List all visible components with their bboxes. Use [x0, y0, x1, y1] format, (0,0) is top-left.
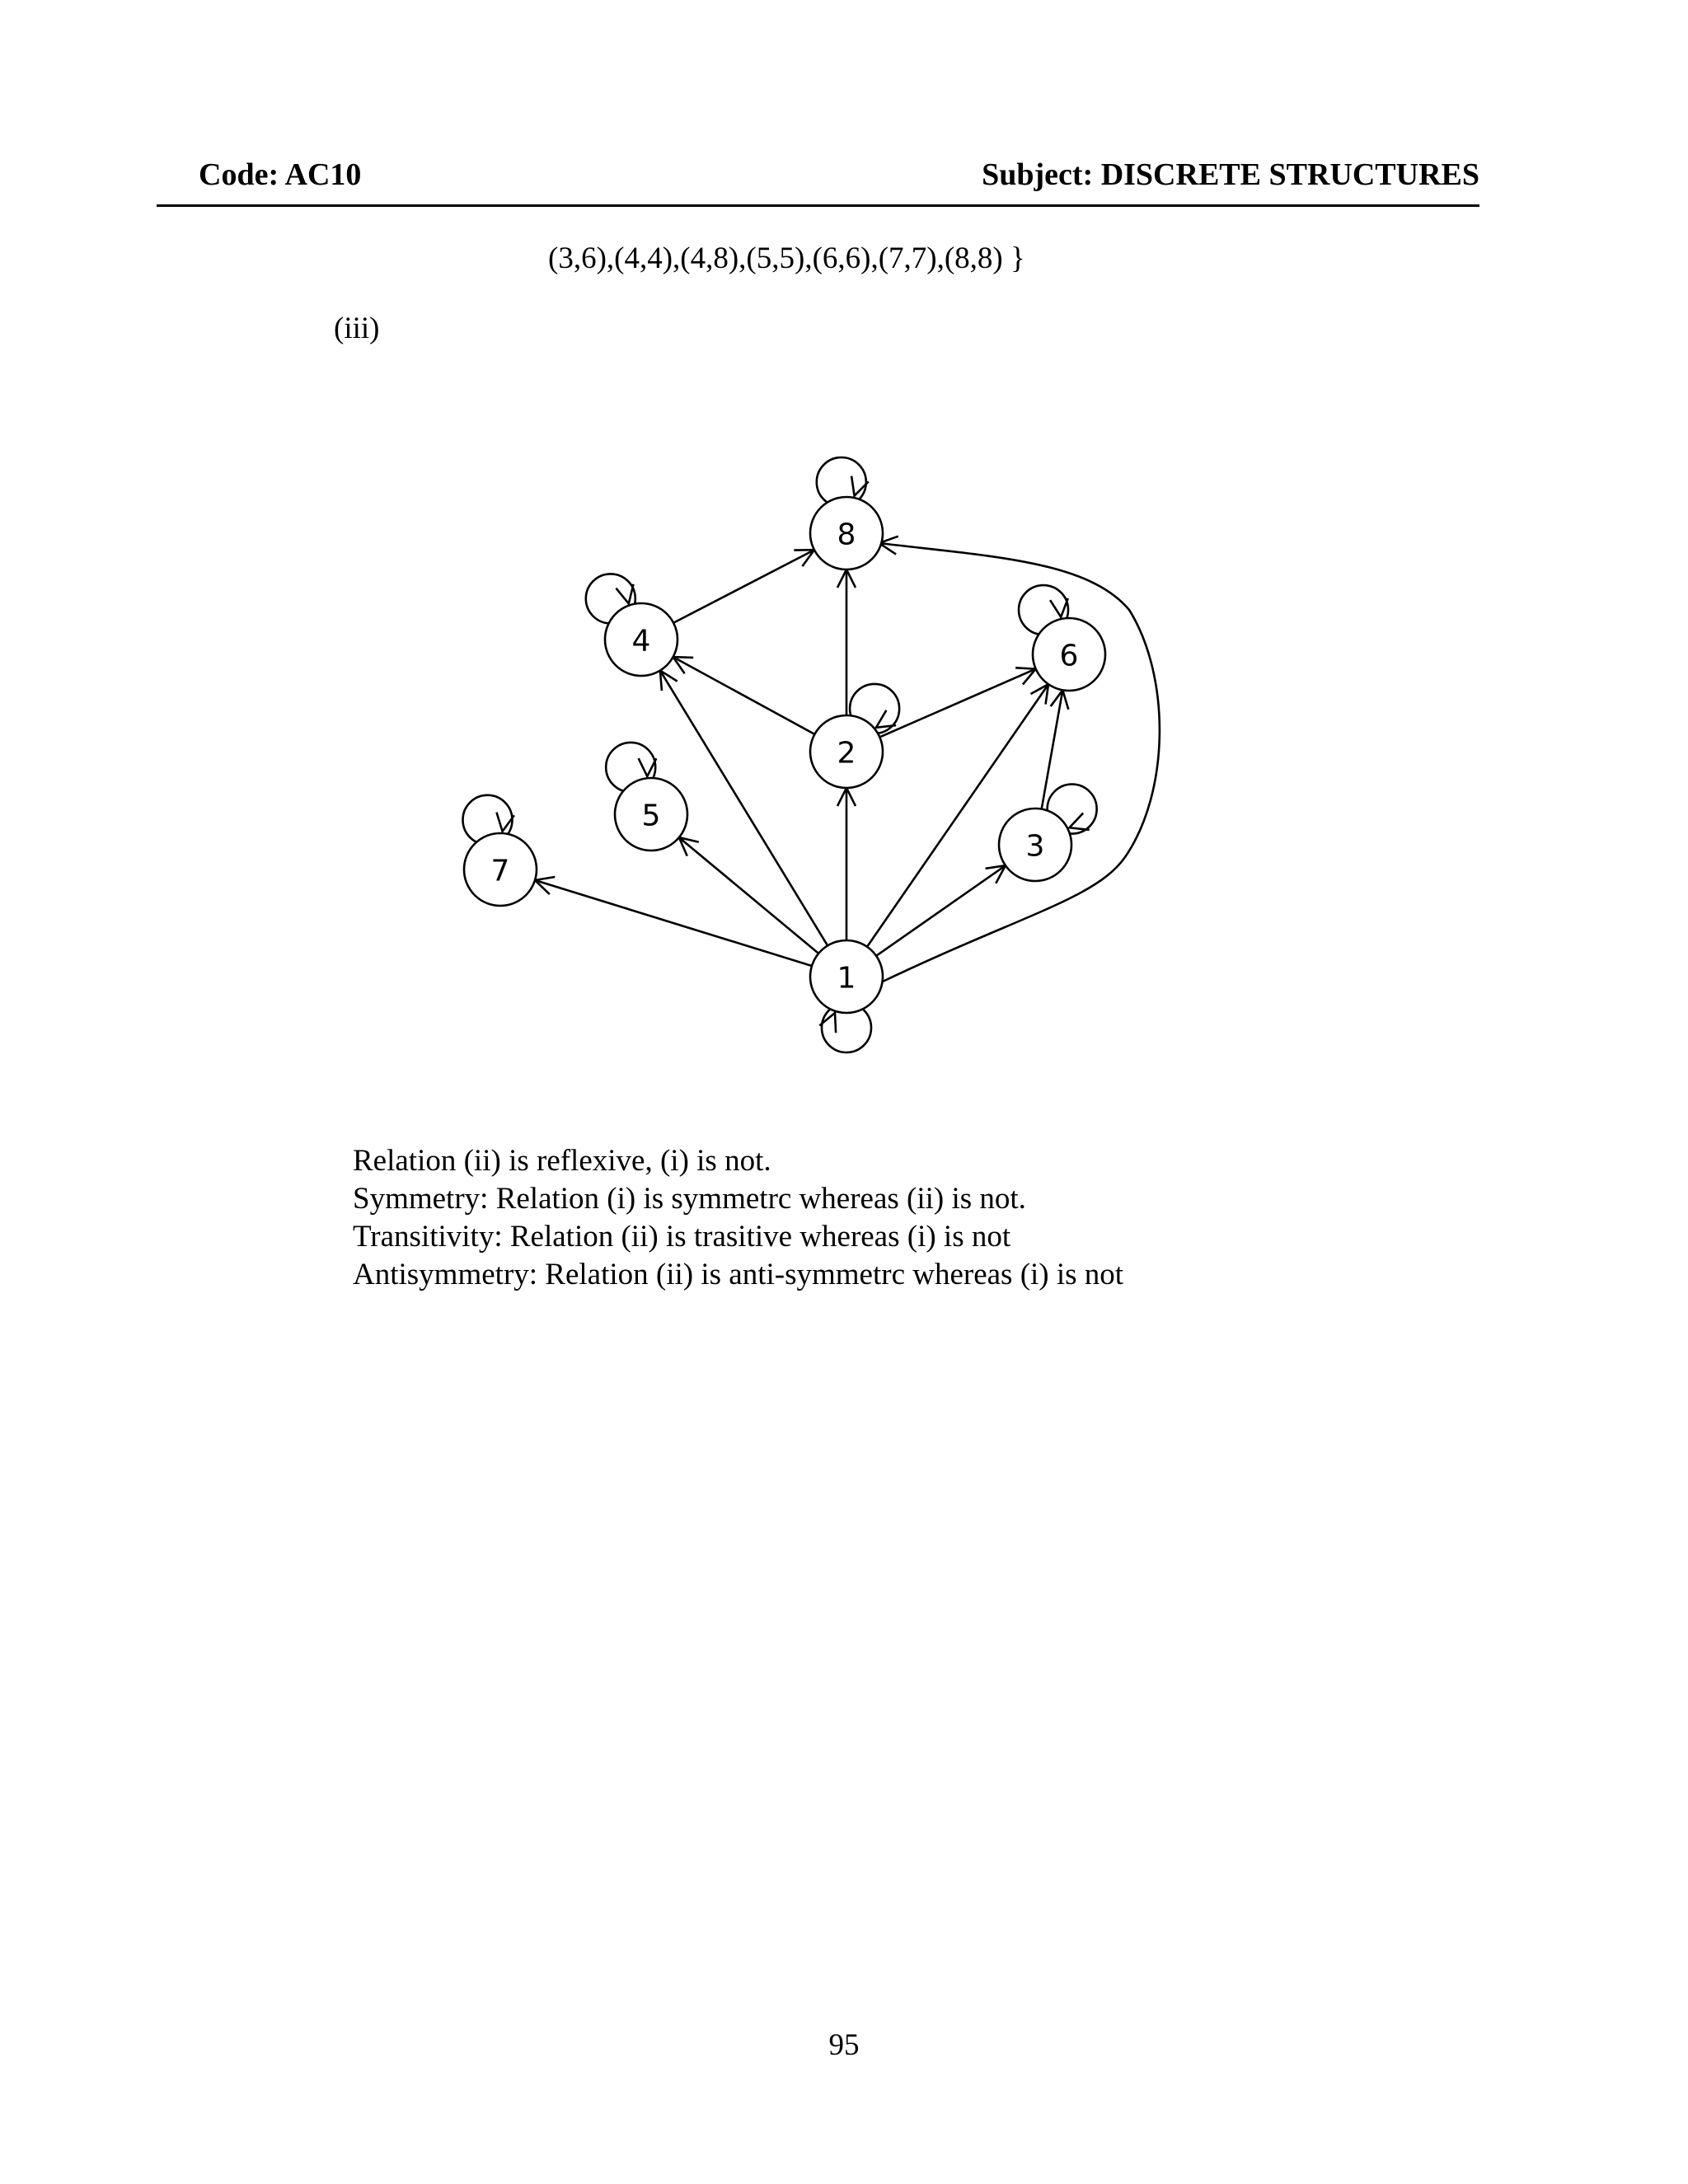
- node-label-6: 6: [1059, 639, 1079, 673]
- node-label-2: 2: [837, 736, 856, 771]
- conclusion-symmetry: Symmetry: Relation (i) is symmetrc whereas (ii) is not.: [353, 1182, 1026, 1216]
- header-code: Code: AC10: [199, 157, 362, 192]
- conclusion-transitivity: Transitivity: Relation (ii) is trasitive whereas (i) is not: [353, 1220, 1011, 1254]
- conclusion-reflexive: Relation (ii) is reflexive, (i) is not.: [353, 1144, 771, 1178]
- part-label: (iii): [334, 312, 380, 345]
- edge-1-2: [837, 788, 856, 940]
- edge-1-7: [535, 877, 812, 966]
- node-3: [999, 808, 1071, 881]
- node-label-3: 3: [1025, 829, 1045, 864]
- node-1: [810, 940, 883, 1013]
- page-number: 95: [828, 2028, 860, 2062]
- edge-2-6: [879, 668, 1035, 737]
- conclusion-antisymmetry: Antisymmetry: Relation (ii) is anti-symmetrc whereas (i) is not: [353, 1258, 1124, 1291]
- node-label-4: 4: [631, 624, 651, 658]
- node-label-7: 7: [490, 854, 510, 888]
- edge-2-8: [837, 569, 856, 715]
- node-label-8: 8: [837, 518, 856, 552]
- edge-4-8: [673, 550, 814, 623]
- header-subject: Subject: DISCRETE STRUCTURES: [982, 157, 1479, 192]
- conclusions: [353, 1142, 1123, 1294]
- node-2: [810, 715, 883, 788]
- node-4: [605, 603, 678, 676]
- node-label-1: 1: [837, 961, 856, 996]
- edge-2-4: [673, 657, 815, 734]
- edge-1-3: [876, 865, 1006, 956]
- relation-continuation: (3,6),(4,4),(4,8),(5,5),(6,6),(7,7),(8,8) }: [548, 241, 1025, 275]
- node-5: [615, 778, 687, 851]
- node-7: [464, 833, 537, 906]
- node-6: [1033, 618, 1105, 691]
- node-label-5: 5: [641, 799, 661, 833]
- node-8: [810, 497, 883, 569]
